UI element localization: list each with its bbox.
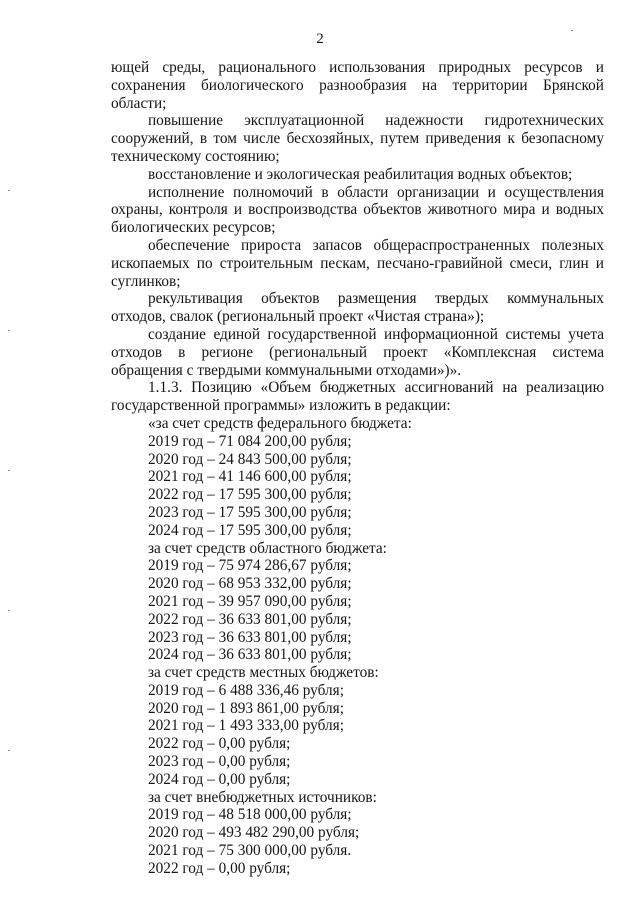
paragraph-hydro-structures: повышение эксплуатационной надежности гидротехнических сооружений, в том числе бесхозяйных, путем приведения к безопасному техническому состоянию; [111,112,604,165]
paragraph-mineral-reserves: обеспечение прироста запасов общераспространенных полезных ископаемых по строительным пескам, песчано-гравийной смеси, глин и суглинков; [111,236,604,290]
funding-line: 2023 год – 17 595 300,00 рубля; [148,503,352,521]
scan-speck [8,750,10,751]
paragraph-landfill-recultivation: рекультивация объектов размещения твердых коммунальных отходов, свалок (региональный проект «Чистая страна»); [111,290,604,326]
funding-section-regional [111,540,604,665]
funding-line: 2023 год – 0,00 рубля; [148,753,291,771]
funding-line: 2022 год – 0,00 рубля; [148,859,291,877]
scan-speck [8,610,10,611]
funding-heading: «за счет средств федерального бюджета: [148,414,412,432]
funding-line: 2022 год – 36 633 801,00 рубля; [148,610,352,628]
funding-line: 2023 год – 36 633 801,00 рубля; [148,628,352,646]
page-number: 2 [316,31,324,47]
funding-line: 2020 год – 493 482 290,00 рубля; [148,824,360,842]
funding-line: 2021 год – 41 146 600,00 рубля; [148,468,352,486]
funding-line: 2024 год – 36 633 801,00 рубля; [148,646,352,664]
funding-line: 2022 год – 17 595 300,00 рубля; [148,486,352,504]
funding-line: 2019 год – 48 518 000,00 рубля; [148,806,352,824]
funding-line: 2019 год – 71 084 200,00 рубля; [148,432,352,450]
document-body [111,59,604,878]
scan-speck [8,470,10,471]
funding-line: 2021 год – 75 300 000,00 рубля. [148,842,352,860]
scan-speck [571,30,573,31]
funding-heading: за счет средств местных бюджетов: [148,664,379,682]
funding-section-extrabudgetary [111,789,604,878]
funding-line: 2020 год – 68 953 332,00 рубля; [148,575,352,593]
funding-heading: за счет средств областного бюджета: [148,539,387,557]
funding-section-federal [111,415,604,540]
funding-line: 2020 год – 24 843 500,00 рубля; [148,450,352,468]
paragraph-water-objects: восстановление и экологическая реабилитация водных объектов; [148,165,573,183]
funding-line: 2022 год – 0,00 рубля; [148,735,291,753]
paragraph-wildlife-protection: исполнение полномочий в области организации и осуществления охраны, контроля и воспроизводства объектов животного мира и водных биологических ресурсов; [111,183,604,237]
funding-section-local [111,664,604,789]
scan-speck [8,190,10,191]
paragraph-waste-info-system: создание единой государственной информационной системы учета отходов в регионе (региональный проект «Комплексная система обращения с твердыми коммунальными отходами»)». [111,325,604,379]
funding-line: 2021 год – 1 493 333,00 рубля; [148,717,344,735]
funding-heading: за счет внебюджетных источников: [148,788,377,806]
funding-line: 2020 год – 1 893 861,00 рубля; [148,699,344,717]
funding-line: 2019 год – 6 488 336,46 рубля; [148,681,344,699]
paragraph-continuation: ющей среды, рационального использования природных ресурсов и сохранения биологического разнообразия на территории Брянской области; [111,59,604,112]
funding-line: 2024 год – 0,00 рубля; [148,770,291,788]
funding-line: 2024 год – 17 595 300,00 рубля; [148,521,352,539]
scan-speck [8,330,10,331]
funding-line: 2021 год – 39 957 090,00 рубля; [148,592,352,610]
paragraph-budget-position: 1.1.3. Позицию «Объем бюджетных ассигнований на реализацию государственной программы» изложить в редакции: [111,379,604,415]
funding-line: 2019 год – 75 974 286,67 рубля; [148,557,352,575]
